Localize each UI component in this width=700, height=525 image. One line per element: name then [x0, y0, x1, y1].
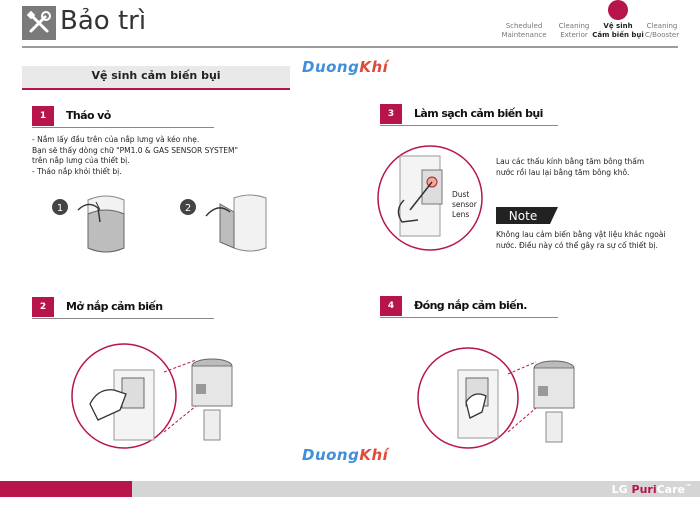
step-1-title: Tháo vỏ [66, 109, 111, 122]
figure-1-label: 1 [56, 203, 64, 214]
step-1-header [32, 106, 214, 126]
step-3-title: Làm sạch cảm biến bụi [414, 107, 543, 120]
step-4-title: Đóng nắp cảm biến. [414, 299, 527, 312]
watermark-bottom: DuongKhí [302, 446, 389, 464]
note-text: Không lau cảm biến bằng vật liệu khác ngoài nước. Điều này có thể gây ra sự cố thiết bị. [496, 230, 666, 250]
step-4-illustration [414, 344, 582, 452]
step-2-number: 2 [32, 297, 54, 317]
page-title: Bảo trì [60, 6, 147, 36]
step-1-rule [32, 127, 214, 128]
step-1-illustration-a [48, 190, 138, 260]
watermark-top: DuongKhí [302, 58, 389, 76]
note-badge: Note [496, 207, 550, 224]
step-2-illustration [68, 340, 240, 456]
step-4-header [380, 296, 558, 316]
step-2-title: Mở nắp cảm biến [66, 300, 163, 313]
dust-sensor-lens-label: Dust sensor Lens [452, 190, 477, 219]
section-title: Vệ sinh cảm biến bụi [91, 69, 221, 82]
step-1-number: 1 [32, 106, 54, 126]
step-4-number: 4 [380, 296, 402, 316]
step-dust-sensor[interactable]: Vệ sinh Cảm biến bụi [592, 22, 644, 39]
header-divider [22, 46, 678, 48]
step-cleaning-booster[interactable]: Cleaning C/Booster [644, 22, 680, 39]
step-2-rule [32, 318, 214, 319]
step-3-number: 3 [380, 104, 402, 124]
step-cleaning-exterior[interactable]: Cleaning Exterior [558, 22, 590, 39]
step-2-header [32, 297, 214, 317]
active-step-indicator [608, 0, 628, 20]
step-3-instructions: Lau các thấu kính bằng tăm bông thấm nước rồi lau lại bằng tăm bông khô. [496, 157, 645, 177]
tools-icon [22, 6, 56, 40]
step-3-rule [380, 125, 558, 126]
step-scheduled-maintenance[interactable]: Scheduled Maintenance [501, 22, 547, 39]
step-1-illustration-b [176, 190, 276, 260]
step-3-header [380, 104, 558, 124]
section-band-underline [22, 88, 290, 90]
brand-logo: LG PuriCare™ [611, 483, 692, 496]
figure-2-label: 2 [184, 203, 192, 214]
footer-accent [0, 481, 132, 497]
step-1-instructions: - Nắm lấy đầu trên của nắp lưng và kéo nhẹ. Bạn sẽ thấy dòng chữ "PM1.0 & GAS SENSOR SYSTEM" trên nắp lưng của thiết bị. - Tháo nắp khỏi thiết bị. [32, 135, 238, 176]
step-4-rule [380, 317, 558, 318]
